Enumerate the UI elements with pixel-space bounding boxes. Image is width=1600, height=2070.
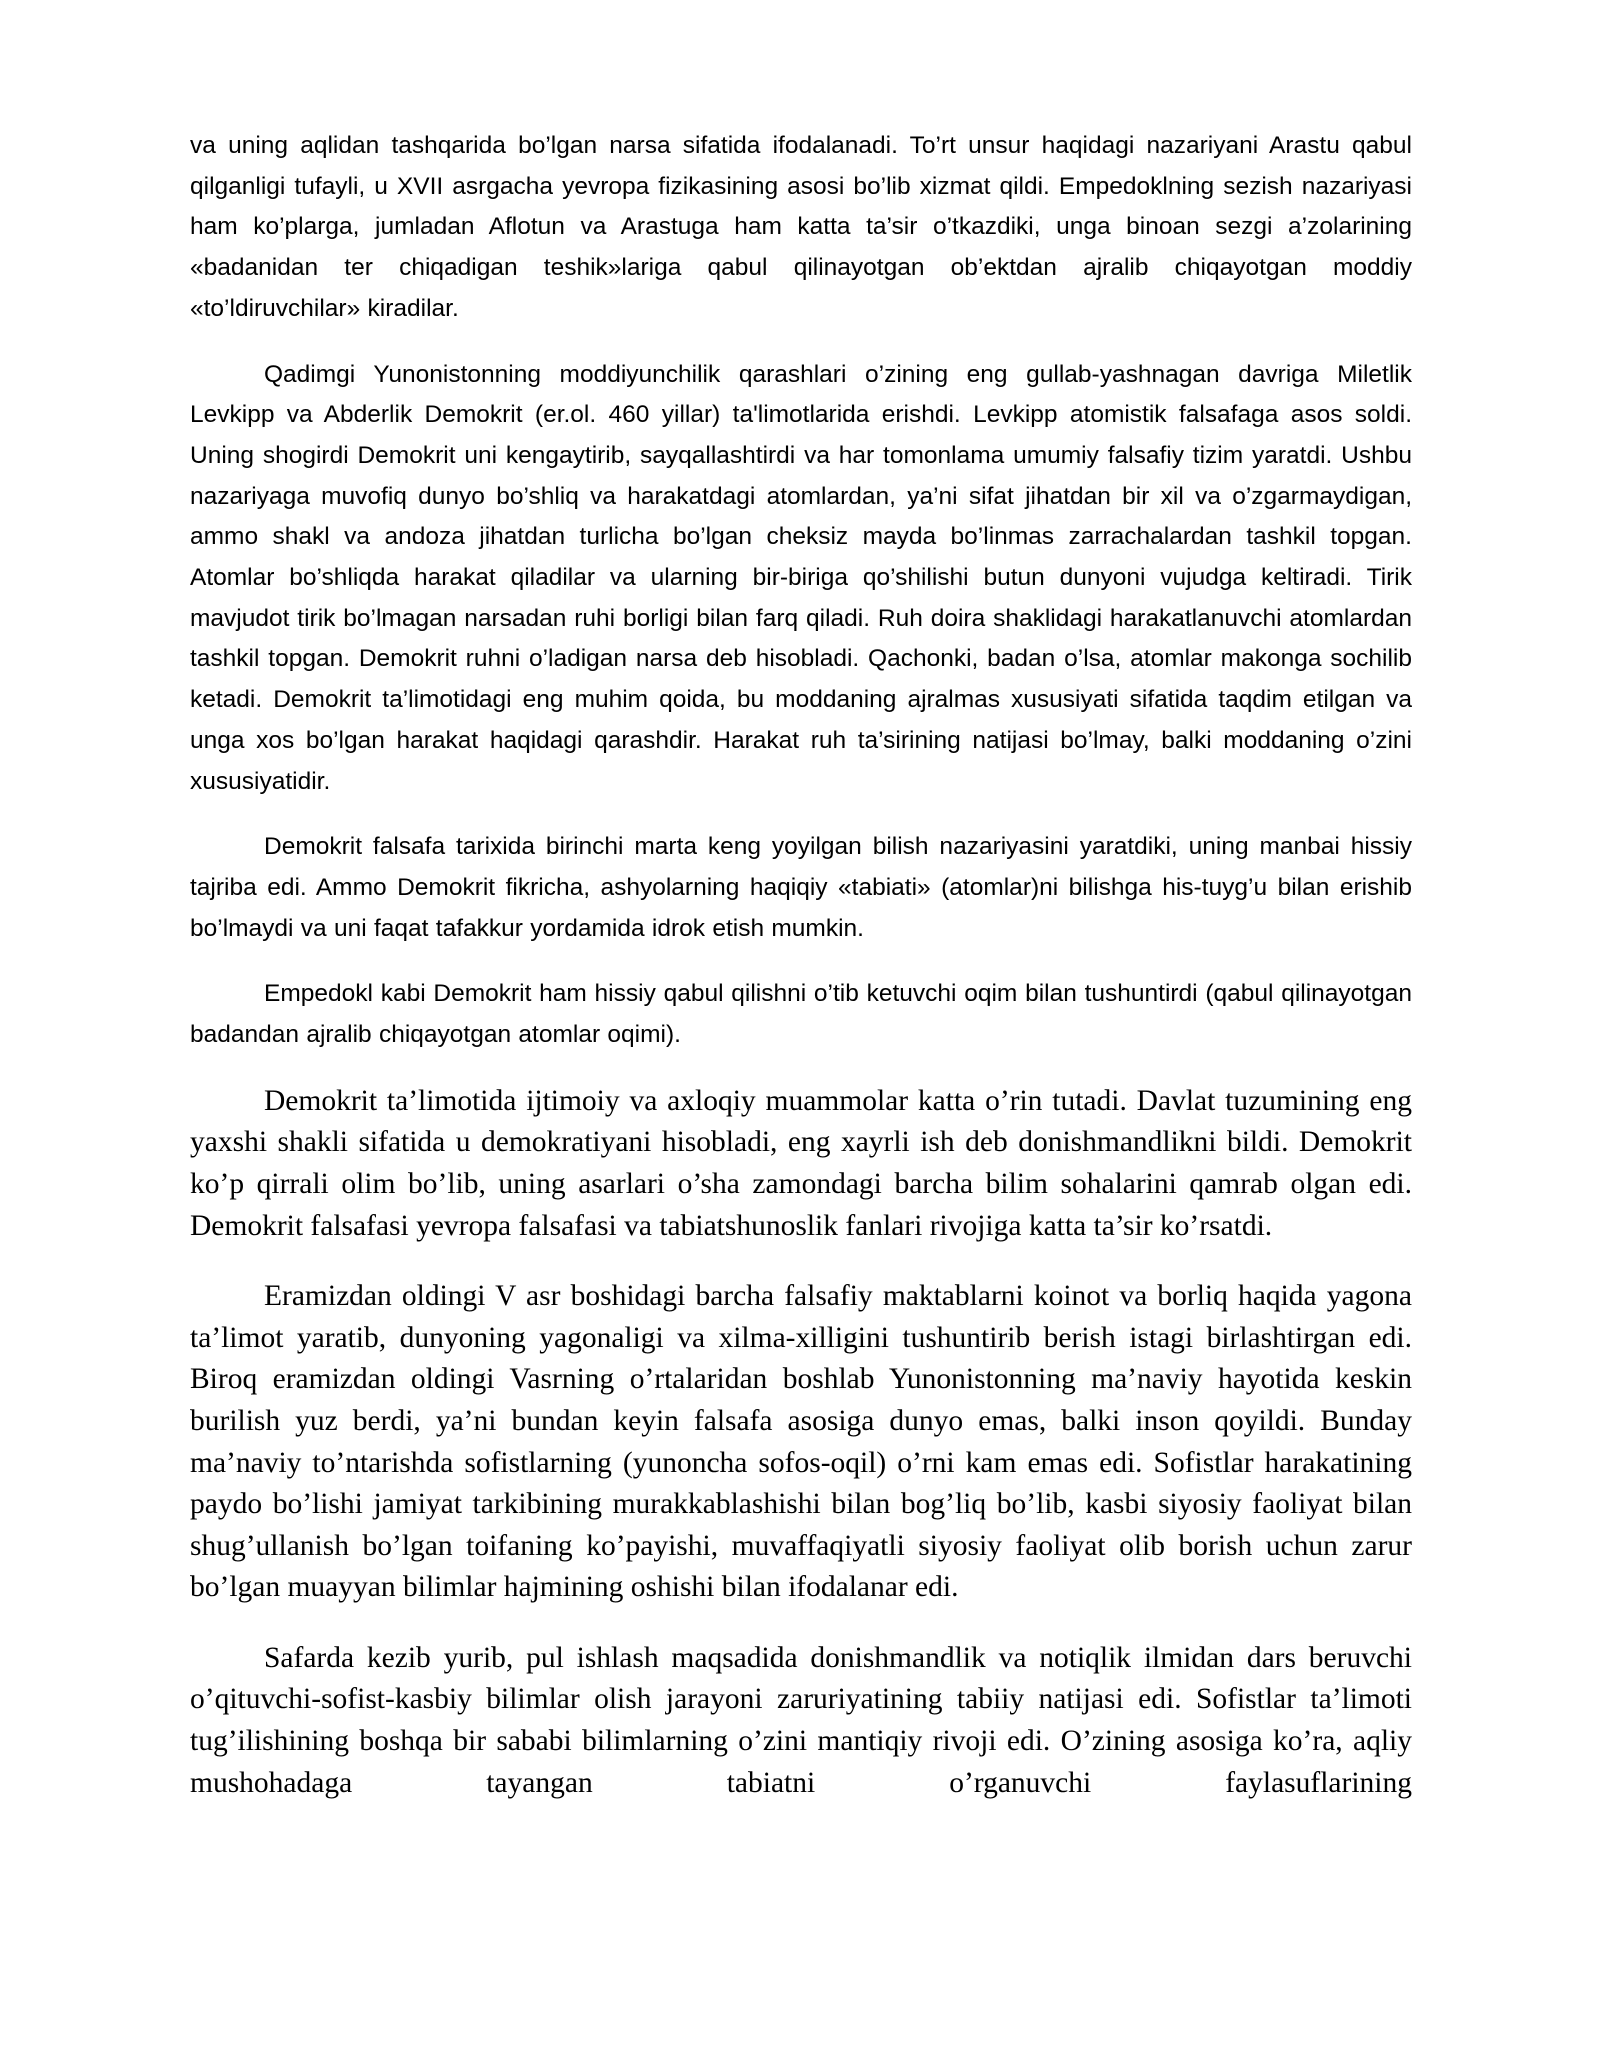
paragraph-6: Eramizdan oldingi V asr boshidagi barcha falsafiy maktablarni koinot va borliq haqida yagona ta’limot yaratib, dunyoning yagonaligi va xilma-xilligini tushuntirib berish istagi birlashtirgan edi. Biroq eramizdan oldingi Vasrning o’rtalaridan boshlab Yunonistonning ma’naviy hayotida keskin burilish yuz berdi, ya’ni bundan keyin falsafa asosiga dunyo emas, balki inson qoyildi. Bunday ma’naviy to’ntarishda sofistlarning (yunoncha sofos-oqil) o’rni kam emas edi. Sofistlar harakatining paydo bo’lishi jamiyat tarkibining murakkablashishi bilan bog’liq bo’lib, kasbi siyosiy faoliyat bilan shug’ullanish bo’lgan toifaning ko’payishi, muvaffaqiyatli siyosiy faoliyat olib borish uchun zarur bo’lgan muayyan bilimlar hajmining oshishi bilan ifodalanar edi.: [190, 1280, 1412, 1604]
paragraph-1: va uning aqlidan tashqarida bo’lgan narsa sifatida ifodalanadi. To’rt unsur haqidagi nazariyani Arastu qabul qilganligi tufayli, u XVII asrgacha yevropa fizikasining asosi bo’lib xizmat qildi. Empedoklning sezish nazariyasi ham ko’plarga, jumladan Aflotun va Arastuga ham katta ta’sir o’tkazdiki, unga binoan sezgi a’zolarining «badanidan ter chiqadigan teshik»lariga qabul qilinayotgan ob’ektdan ajralib chiqayotgan moddiy «to’ldiruvchilar» kiradilar.: [190, 132, 1412, 322]
paragraph-5: Demokrit ta’limotida ijtimoiy va axloqiy muammolar katta o’rin tutadi. Davlat tuzumining eng yaxshi shakli sifatida u demokratiyani hisobladi, eng xayrli ish deb donishmandlikni bildi. Demokrit ko’p qirrali olim bo’lib, uning asarlari o’sha zamondagi barcha bilim sohalarini qamrab olgan edi. Demokrit falsafasi yevropa falsafasi va tabiatshunoslik fanlari rivojiga katta ta’sir ko’rsatdi.: [190, 1084, 1412, 1242]
paragraph-4: Empedokl kabi Demokrit ham hissiy qabul qilishni o’tib ketuvchi oqim bilan tushuntirdi (qabul qilinayotgan badandan ajralib chiqayotgan atomlar oqimi).: [190, 980, 1412, 1049]
paragraph-3: Demokrit falsafa tarixida birinchi marta keng yoyilgan bilish nazariyasini yaratdiki, uning manbai hissiy tajriba edi. Ammo Demokrit fikricha, ashyolarning haqiqiy «tabiati» (atomlar)ni bilishga his-tuyg’u bilan erishib bo’lmaydi va uni faqat tafakkur yordamida idrok etish mumkin.: [190, 833, 1412, 942]
paragraph-7: Safarda kezib yurib, pul ishlash maqsadida donishmandlik va notiqlik ilmidan dars beruvchi o’qituvchi-sofist-kasbiy bilimlar olish jarayoni zaruriyatining tabiiy natijasi edi. Sofistlar ta’limoti tug’ilishining boshqa bir sababi bilimlarning o’zini mantiqiy rivoji edi. O’zining asosiga ko’ra, aqliy mushohadaga tayangan tabiatni o’rganuvchi faylasuflarining: [190, 1641, 1412, 1799]
document-page: [190, 126, 1412, 1804]
paragraph-2: Qadimgi Yunonistonning moddiyunchilik qarashlari o’zining eng gullab-yashnagan davriga Miletlik Levkipp va Abderlik Demokrit (er.ol. 460 yillar) ta'limotlarida erishdi. Levkipp atomistik falsafaga asos soldi. Uning shogirdi Demokrit uni kengaytirib, sayqallashtirdi va har tomonlama umumiy falsafiy tizim yaratdi. Ushbu nazariyaga muvofiq dunyo bo’shliq va harakatdagi atomlardan, ya’ni sifat jihatdan bir xil va o’zgarmaydigan, ammo shakl va andoza jihatdan turlicha bo’lgan cheksiz mayda bo’linmas zarrachalardan tashkil topgan. Atomlar bo’shliqda harakat qiladilar va ularning bir-biriga qo’shilishi butun dunyoni vujudga keltiradi. Tirik mavjudot tirik bo’lmagan narsadan ruhi borligi bilan farq qiladi. Ruh doira shaklidagi harakatlanuvchi atomlardan tashkil topgan. Demokrit ruhni o’ladigan narsa deb hisobladi. Qachonki, badan o’lsa, atomlar makonga sochilib ketadi. Demokrit ta’limotidagi eng muhim qoida, bu moddaning ajralmas xususiyati sifatida taqdim etilgan va unga xos bo’lgan harakat haqidagi qarashdir. Harakat ruh ta’sirining natijasi bo’lmay, balki moddaning o’zini xususiyatidir.: [190, 360, 1412, 795]
